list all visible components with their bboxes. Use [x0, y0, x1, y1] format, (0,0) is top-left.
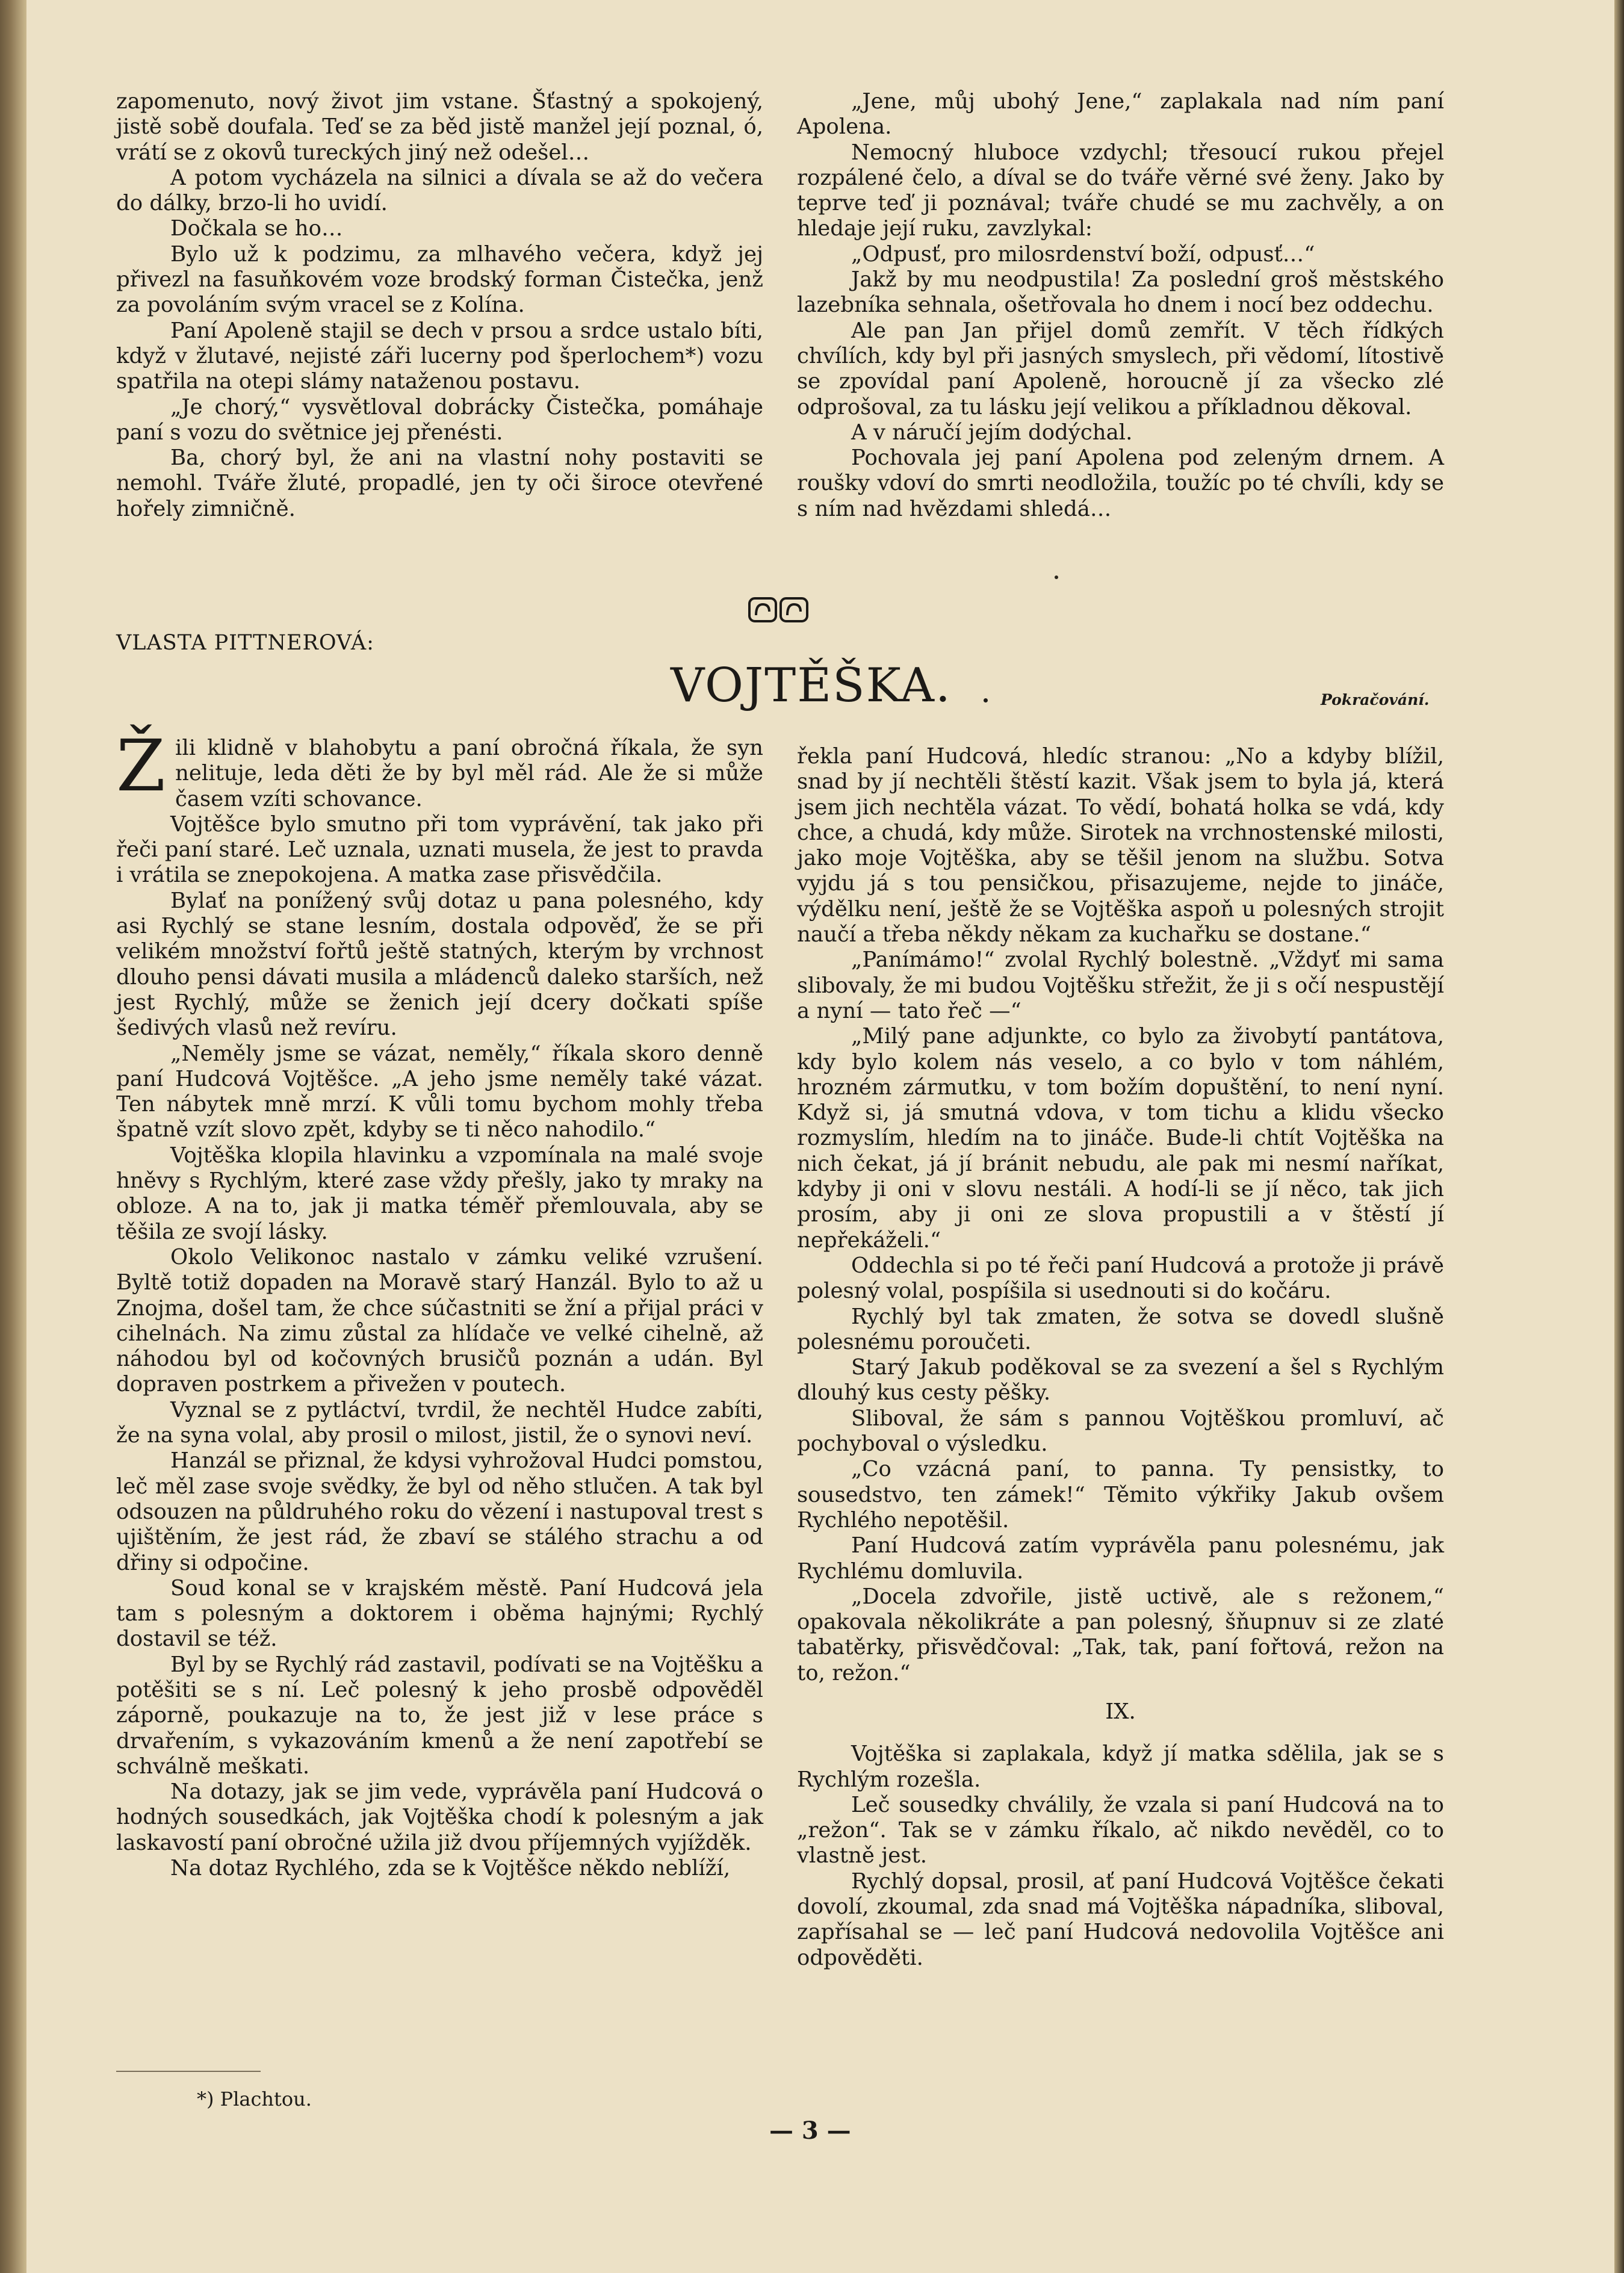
paragraph: Paní Hudcová zatím vyprávěla panu polesnému, jak Rychlému domluvila. [797, 1533, 1444, 1584]
paragraph: Ba, chorý byl, že ani na vlastní nohy postaviti se nemohl. Tváře žluté, propadlé, jen ty oči široce otevřené hořely zimničně. [116, 445, 763, 521]
ornament-divider-icon [748, 595, 809, 625]
paragraph: Hanzál se přiznal, že kdysi vyhrožoval Hudci pomstou, leč měl zase svoje svědky, že byl od něho stlučen. A tak byl odsouzen na půldruhého roku do vězení i nastupoval trest s ujištěním, že jest rád, že zbaví se stálého strachu a od dřiny si odpočine. [116, 1448, 763, 1575]
paragraph: Na dotaz Rychlého, zda se k Vojtěšce někdo neblíží, [170, 1856, 731, 1881]
opening-paragraph [116, 724, 763, 812]
paragraph: Ale pan Jan přijel domů zemřít. V těch řídkých chvílích, kdy byl při jasných smyslech, při vědomí, lítostivě se zpovídal paní Apoleně, horoucně jí za všecko zlé odprošoval, za tu lásku její velikou a příkladnou děkoval. [797, 318, 1444, 420]
author-byline: VLASTA PITTNEROVÁ: [116, 631, 374, 655]
paragraph: Byl by se Rychlý rád zastavil, podívati se na Vojtěšku a potěšiti se s ní. Leč polesný k jeho prosbě odpověděl záporně, poukazuje na to, že jest již v lese práce s drvařením, s vykazováním kmenů a že není zapotřebí se schválně meškati. [116, 1652, 763, 1779]
paragraph: „Co vzácná paní, to panna. Ty pensistky, to sousedstvo, ten zámek!“ Těmito výkřiky Jakub ovšem Rychlého nepotěšil. [797, 1457, 1444, 1533]
paragraph: Nemocný hluboce vzdychl; třesoucí rukou přejel rozpálené čelo, a díval se do tváře věrné své ženy. Jako by teprve teď ji poznával; tváře chudé se mu zachvěly, a on hledaje její ruku, zavzlykal: [797, 140, 1444, 241]
paragraph: „Je chorý,“ vysvětloval dobrácky Čistečka, pomáhaje paní s vozu do světnice jej přenésti. [116, 394, 763, 445]
page-edge [1614, 0, 1624, 2273]
continued-note: Pokračování. [1321, 691, 1430, 709]
paragraph: Vojtěška si zaplakala, když jí matka sdělila, jak se s Rychlým rozešla. [797, 1741, 1444, 1792]
paragraph: Soud konal se v krajském městě. Paní Hudcová jela tam s polesným a doktorem i oběma hajnými; Rychlý dostavil se též. [116, 1575, 763, 1652]
paragraph: „Panímámo!“ zvolal Rychlý bolestně. „Vždyť mi sama slibovaly, že mi budou Vojtěšku střežit, že ji s očí nespustějí a nyní — tato řeč —“ [797, 947, 1444, 1023]
title-dot [984, 698, 988, 702]
paragraph: Okolo Velikonoc nastalo v zámku veliké vzrušení. Byltě totiž dopaden na Moravě starý Hanzál. Bylo to až u Znojma, došel tam, že chce súčastniti se žní a přijal práci v cihelnách. Na zimu zůstal za hlídače ve velké cihelně, až náhodou byl od kočovných brusičů poznán a udán. Byl dopraven postrkem a přivežen v poutech. [116, 1244, 763, 1397]
paragraph: Dočkala se ho… [170, 216, 343, 241]
paragraph: Paní Apoleně stajil se dech v prsou a srdce ustalo bíti, když v žlutavé, nejisté záři lucerny pod šperlochem*) vozu spatřila na otepi slámy nataženou postavu. [116, 318, 763, 394]
paragraph: Starý Jakub poděkoval se za svezení a šel s Rychlým dlouhý kus cesty pěšky. [797, 1355, 1444, 1406]
magazine-page [26, 0, 1614, 2273]
paragraph: zapomenuto, nový život jim vstane. Šťastný a spokojený, jistě sobě doufala. Teď se za běd jistě manžel její poznal, ó, vrátí se z okovů tureckých jiný než odešel… [116, 89, 763, 165]
paragraph: „Odpusť, pro milosrdenství boží, odpusť…“ [851, 241, 1315, 267]
drop-cap: Ž [116, 724, 166, 807]
paragraph: Jakž by mu neodpustila! Za poslední groš městského lazebníka sehnala, ošetřovala ho dnem i nocí bez oddechu. [797, 267, 1444, 318]
top-right-column [797, 89, 1444, 522]
story-title: VOJTĚŠKA. [671, 659, 952, 713]
top-left-column [116, 89, 763, 522]
paragraph: Rychlý dopsal, prosil, ať paní Hudcová Vojtěšce čekati dovolí, zkoumal, zda snad má Vojtěška nápadníka, sliboval, zapřísahal se — leč paní Hudcová nedovolila Vojtěšce ani odpověděti. [797, 1868, 1444, 1970]
paragraph: „Neměly jsme se vázat, neměly,“ říkala skoro denně paní Hudcová Vojtěšce. „A jeho jsme neměly také vázat. Ten nábytek mně mrzí. K vůli tomu bychom mohly třeba špatně vzít slovo zpět, kdyby se ti něco nahodilo.“ [116, 1041, 763, 1143]
paragraph: A potom vycházela na silnici a dívala se až do večera do dálky, brzo-li ho uvidí. [116, 165, 763, 216]
bottom-left-column [116, 724, 763, 1881]
opening-text: ili klidně v blahobytu a paní obročná říkala, že syn nelituje, leda děti že by byl měl rád. Ale že si může časem vzíti schovance. [175, 736, 763, 811]
chapter-heading: IX. [1105, 1699, 1136, 1724]
paragraph: Bylať na ponížený svůj dotaz u pana polesného, kdy asi Rychlý se stane lesním, dostala odpověď, že se při velikém množství fořtů ještě statných, kterým by vrchnost dlouho pensi dávati musila a mládenců daleko starších, než jest Rychlý, může se ženich její dcery dočkati spíše šedivých vlasů než revíru. [116, 888, 763, 1041]
paragraph: Pochovala jej paní Apolena pod zeleným drnem. A roušky vdoví do smrti neodložila, toužíc po té chvíli, kdy se s ním nad hvězdami shledá… [797, 445, 1444, 521]
binding-shadow [0, 0, 26, 2273]
paragraph: „Milý pane adjunkte, co bylo za živobytí pantátova, kdy bylo kolem nás veselo, a co bylo v tom náhlém, hrozném zármutku, v tom božím dopuštění, to není nyní. Když si, já smutná vdova, v tom tichu a klidu všecko rozmyslím, hledím na to jináče. Bude-li chtít Vojtěška na nich čekat, já jí bránit nebudu, ale pak mi nesmí naříkat, kdyby ji oni v slovu nestáli. A hodí-li se jí něco, tak jich prosím, aby ji oni ze slova propustili a v štěstí jí nepřekáželi.“ [797, 1024, 1444, 1253]
paragraph: Bylo už k podzimu, za mlhavého večera, když jej přivezl na fasuňkovém voze brodský forman Čistečka, jenž za povoláním svým vracel se z Kolína. [116, 241, 763, 318]
paragraph: Leč sousedky chválily, že vzala si paní Hudcová na to „režon“. Tak se v zámku říkalo, ač nikdo nevěděl, co to vlastně jest. [797, 1792, 1444, 1868]
paragraph: Rychlý byl tak zmaten, že sotva se dovedl slušně polesnému poroučeti. [797, 1304, 1444, 1354]
footnote-rule [116, 2071, 261, 2072]
paragraph: Oddechla si po té řeči paní Hudcová a protože ji právě polesný volal, pospíšila si usednouti si do kočáru. [797, 1253, 1444, 1304]
paragraph: „Docela zdvořile, jistě uctivě, ale s režonem,“ opakovala několikráte a pan polesný, šňupnuv si ze zlaté tabatěrky, přisvědčoval: „Tak, tak, paní fořtová, režon na to, režon.“ [797, 1584, 1444, 1685]
footnote: *) Plachtou. [197, 2088, 312, 2110]
paragraph: „Jene, můj ubohý Jene,“ zaplakala nad ním paní Apolena. [797, 89, 1444, 140]
print-speck [1055, 575, 1058, 579]
bottom-right-column [797, 744, 1444, 1971]
paragraph: Vojtěška klopila hlavinku a vzpomínala na malé svoje hněvy s Rychlým, které zase vždy přešly, jako ty mraky na obloze. A na to, jak ji matka téměř přemlouvala, aby se těšila ze svojí lásky. [116, 1143, 763, 1244]
paragraph: Na dotazy, jak se jim vede, vyprávěla paní Hudcová o hodných sousedkách, jak Vojtěška chodí k polesným a jak laskavostí paní obročné užila již dvou příjemných vyjížděk. [116, 1779, 763, 1855]
paragraph: Vojtěšce bylo smutno při tom vyprávění, tak jako při řeči paní staré. Leč uznala, uznati musela, že jest to pravda i vrátila se znepokojena. A matka zase přisvědčila. [116, 811, 763, 888]
paragraph: Vyznal se z pytláctví, tvrdil, že nechtěl Hudce zabíti, že na syna volal, aby prosil o milost, jistil, že o synovi neví. [116, 1397, 763, 1448]
paragraph: A v náručí jejím dodýchal. [851, 420, 1133, 445]
paragraph: řekla paní Hudcová, hledíc stranou: „No a kdyby blížil, snad by jí nechtěli štěstí kazit. Však jsem to byla já, která jsem jich nechtěla vázat. To vědí, bohatá holka se vdá, kdy chce, a chudá, kdy může. Sirotek na vrchnostenské milosti, jako moje Vojtěška, aby se těšil jenom na službu. Sotva vyjdu já s tou pensičkou, přisazujeme, nejde to jináče, výdělku není, ještě že se Vojtěška aspoň u polesných strojit naučí a třeba někdy někam za kuchařku se dostane.“ [797, 744, 1444, 947]
paragraph: Sliboval, že sám s pannou Vojtěškou promluví, ač pochyboval o výsledku. [797, 1406, 1444, 1457]
page-number: — 3 — [769, 2116, 851, 2145]
